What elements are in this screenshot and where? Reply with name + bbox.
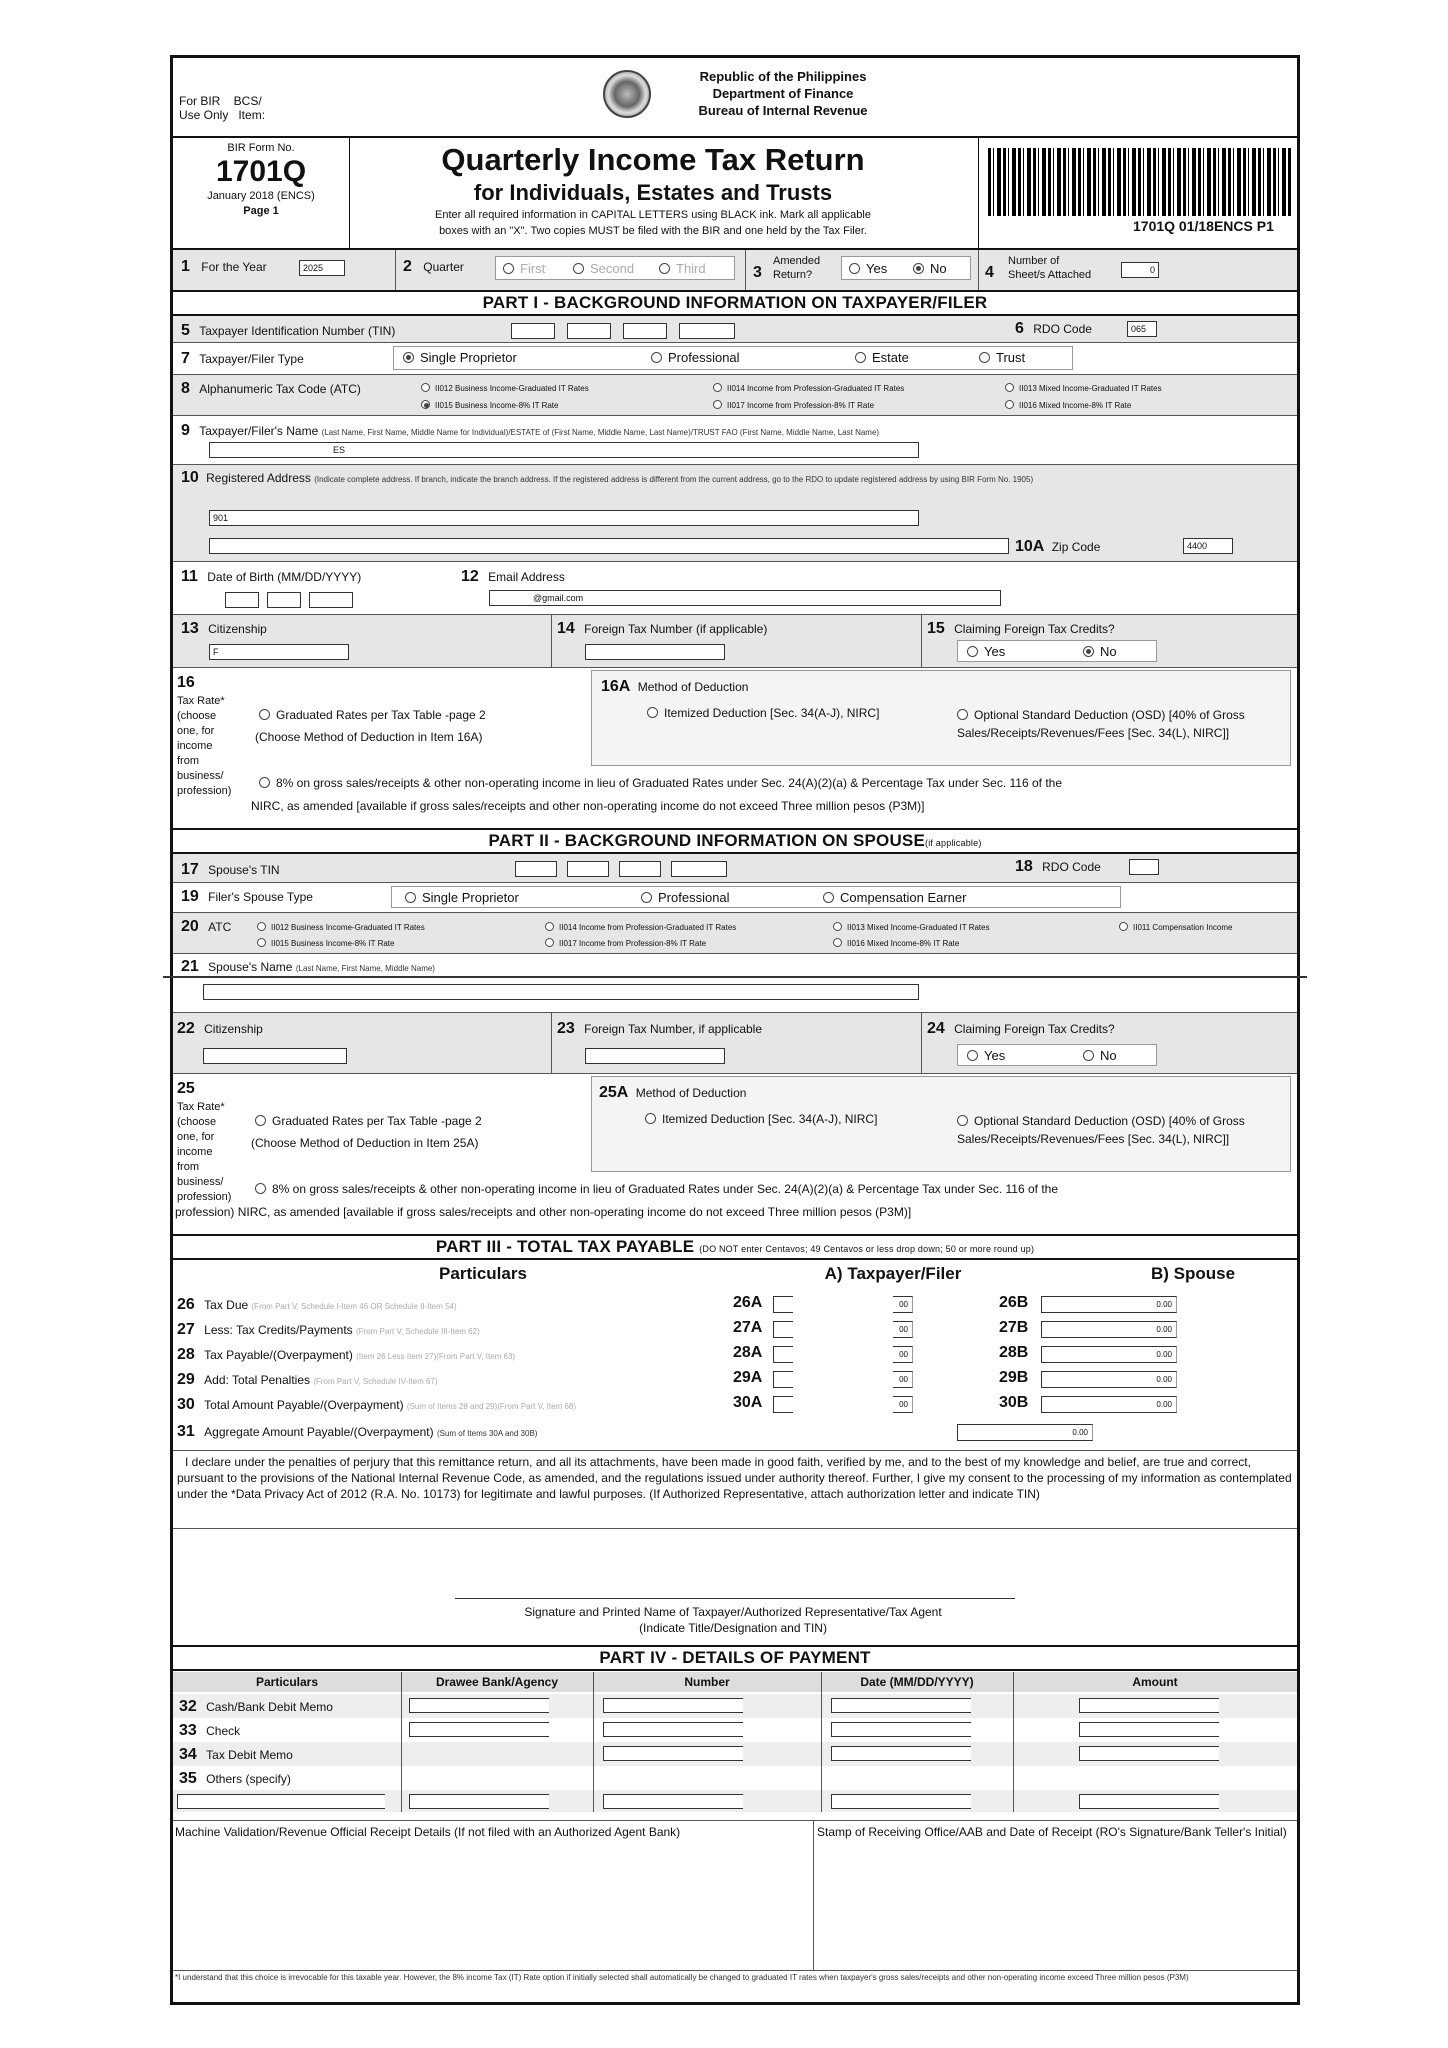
tax-row-note: (From Part V, Schedule I-Item 46 OR Schedule II-Item 54) bbox=[251, 1302, 457, 1311]
spouse-foreign-tin-label: Foreign Tax Number, if applicable bbox=[584, 1022, 763, 1036]
page-number: Page 1 bbox=[243, 205, 279, 217]
spouse-graduated-rates-label: Graduated Rates per Tax Table -page 2 bbox=[272, 1114, 482, 1128]
form-number: 1701Q bbox=[215, 155, 307, 188]
quarter-first[interactable] bbox=[503, 261, 545, 276]
spouse-eight-percent-option[interactable] bbox=[255, 1182, 1058, 1196]
filer-type-label: Taxpayer/Filer Type bbox=[199, 352, 304, 366]
atc-ii016[interactable] bbox=[1005, 400, 1131, 410]
part-2-note: (if applicable) bbox=[925, 838, 982, 848]
item-19: 19 Filer's Spouse Type bbox=[181, 888, 313, 905]
quarter-second[interactable] bbox=[573, 261, 634, 276]
signature-caption-1: Signature and Printed Name of Taxpayer/Authorized Representative/Tax Agent bbox=[524, 1605, 942, 1619]
tax-row-a-input[interactable]: 00 bbox=[773, 1396, 913, 1413]
item-23: 23 Foreign Tax Number, if applicable bbox=[557, 1020, 763, 1037]
foreign-credit-label: Claiming Foreign Tax Credits? bbox=[954, 622, 1115, 636]
graduated-rates-label: Graduated Rates per Tax Table -page 2 bbox=[276, 708, 486, 722]
payment-row-number: 33 bbox=[179, 1722, 197, 1739]
email-value: @gmail.com bbox=[533, 593, 584, 603]
graduated-note: (Choose Method of Deduction in Item 16A) bbox=[255, 730, 483, 744]
payment-col-header: Date (MM/DD/YYYY) bbox=[860, 1675, 974, 1689]
form-title: Quarterly Income Tax Return bbox=[441, 142, 865, 177]
payment-row-number: 35 bbox=[179, 1770, 197, 1787]
type-single-label: Single Proprietor bbox=[420, 350, 517, 365]
tax-row-b-code: 28B bbox=[999, 1344, 1029, 1361]
payment-amount-input[interactable] bbox=[1079, 1698, 1219, 1713]
spouse-column-header: B) Spouse bbox=[1150, 1264, 1236, 1283]
others-number-input[interactable] bbox=[603, 1794, 743, 1809]
zip-label: Zip Code bbox=[1051, 540, 1101, 554]
payment-date-input[interactable] bbox=[831, 1698, 971, 1713]
aggregate-note: (Sum of Items 30A and 30B) bbox=[436, 1429, 538, 1438]
foreign-credit-no-label: No bbox=[1100, 644, 1117, 659]
foreign-tin-label: Foreign Tax Number (if applicable) bbox=[584, 622, 768, 636]
spouse-atc-ii014[interactable] bbox=[545, 922, 736, 932]
quarter-second-label: Second bbox=[590, 261, 635, 276]
spouse-atc-ii015-label: II015 Business Income-8% IT Rate bbox=[271, 939, 395, 948]
item-1: 1 For the Year bbox=[181, 258, 267, 275]
amended-no-label: No bbox=[930, 261, 947, 276]
payment-row bbox=[179, 1722, 240, 1740]
type-professional-label: Professional bbox=[668, 350, 740, 365]
tax-row-a-input[interactable]: 00 bbox=[773, 1321, 913, 1338]
itemized-deduction-label: Itemized Deduction [Sec. 34(A-J), NIRC] bbox=[664, 706, 880, 720]
bir-seal-icon bbox=[603, 70, 651, 118]
year-input[interactable]: 2025 bbox=[299, 260, 345, 276]
payment-row-label: Cash/Bank Debit Memo bbox=[206, 1700, 333, 1714]
tax-row-a-code: 30A bbox=[733, 1394, 763, 1411]
tax-row-number: 29 bbox=[177, 1371, 195, 1388]
atc-ii015-label: II015 Business Income-8% IT Rate bbox=[435, 401, 559, 410]
spouse-atc-ii017-label: II017 Income from Profession-8% IT Rate bbox=[559, 939, 707, 948]
spouse-rdo-label: RDO Code bbox=[1042, 860, 1101, 874]
tax-row-a-input[interactable]: 00 bbox=[773, 1346, 913, 1363]
tax-rate-label: Tax Rate* (choose one, for income from business/ profession) bbox=[177, 695, 232, 797]
payment-row-number: 32 bbox=[179, 1698, 197, 1715]
eight-percent-label: 8% on gross sales/receipts & other non-operating income in lieu of Graduated Rates under Sec. 24(A)(2)(a) & Percentage Tax under Sec. 116 of the bbox=[276, 776, 1062, 790]
tax-row-label: Add: Total Penalties bbox=[204, 1373, 310, 1387]
tax-row-note: (From Part V, Schedule IV-Item 67) bbox=[313, 1377, 438, 1386]
part-4-header bbox=[173, 1645, 1297, 1671]
tax-row-note: (Sum of Items 28 and 29)(From Part V, Item 68) bbox=[406, 1402, 577, 1411]
instructions-line-1: Enter all required information in CAPITAL LETTERS using BLACK ink. Mark all applicable bbox=[435, 209, 871, 221]
spouse-name-input[interactable] bbox=[203, 984, 919, 1000]
amended-yes-label: Yes bbox=[866, 261, 888, 276]
payment-row-number: 34 bbox=[179, 1746, 197, 1763]
payment-number-input[interactable] bbox=[603, 1698, 743, 1713]
item-17: 17 Spouse's TIN bbox=[181, 861, 280, 878]
part-1-title: PART I - BACKGROUND INFORMATION ON TAXPAYER/FILER bbox=[482, 293, 988, 312]
name-value: ES bbox=[333, 445, 346, 455]
redacted-area bbox=[793, 1290, 893, 1420]
part-1-header bbox=[173, 290, 1297, 316]
spouse-tin-3[interactable] bbox=[619, 861, 661, 877]
atc-ii012-label: II012 Business Income-Graduated IT Rates bbox=[435, 384, 589, 393]
quarter-label: Quarter bbox=[423, 260, 464, 274]
barcode bbox=[988, 148, 1293, 216]
particulars-header: Particulars bbox=[439, 1264, 527, 1283]
tax-row-label-group bbox=[177, 1296, 457, 1314]
title-block bbox=[353, 142, 953, 237]
type-estate[interactable] bbox=[855, 350, 909, 365]
payment-date-input[interactable] bbox=[831, 1746, 971, 1761]
type-estate-label: Estate bbox=[872, 350, 909, 365]
spouse-name-note: (Last Name, First Name, Middle Name) bbox=[295, 964, 435, 973]
type-single[interactable] bbox=[403, 350, 517, 365]
item-16a: 16A Method of Deduction bbox=[601, 678, 749, 695]
type-trust[interactable] bbox=[979, 350, 1025, 365]
spouse-type-comp-label: Compensation Earner bbox=[840, 890, 967, 905]
tax-row-b-input[interactable]: 0.00 bbox=[1041, 1346, 1177, 1363]
spouse-atc-ii011-label: II011 Compensation Income bbox=[1133, 923, 1233, 932]
atc-ii015[interactable] bbox=[421, 400, 558, 410]
tin-input-3[interactable] bbox=[623, 323, 667, 339]
spouse-tin-1[interactable] bbox=[515, 861, 557, 877]
tax-row-a-input[interactable]: 00 bbox=[773, 1371, 913, 1388]
type-professional[interactable] bbox=[651, 350, 740, 365]
tax-row-label: Less: Tax Credits/Payments bbox=[204, 1323, 353, 1337]
address-label: Registered Address bbox=[206, 471, 311, 485]
quarter-third[interactable] bbox=[659, 261, 706, 276]
foreign-credit-no[interactable] bbox=[1083, 644, 1117, 659]
others-date-input[interactable] bbox=[831, 1794, 971, 1809]
spouse-osd-label: Optional Standard Deduction (OSD) [40% of Gross Sales/Receipts/Revenues/Fees [Sec. 34(L), NIRC]] bbox=[957, 1114, 1245, 1146]
tax-row-b-code: 27B bbox=[999, 1319, 1029, 1336]
spouse-itemized-label: Itemized Deduction [Sec. 34(A-J), NIRC] bbox=[662, 1112, 878, 1126]
payment-row bbox=[179, 1746, 293, 1764]
spouse-type-professional-label: Professional bbox=[658, 890, 730, 905]
spouse-atc-ii013[interactable] bbox=[833, 922, 990, 932]
spouse-citizenship-input[interactable] bbox=[203, 1048, 347, 1064]
item-12: 12 Email Address bbox=[461, 568, 565, 585]
instructions-line-2: boxes with an "X". Two copies MUST be filed with the BIR and one held by the Tax Filer. bbox=[439, 225, 867, 237]
atc-ii017-label: II017 Income from Profession-8% IT Rate bbox=[727, 401, 875, 410]
payment-col-header: Amount bbox=[1132, 1675, 1178, 1689]
spouse-itemized-deduction[interactable] bbox=[645, 1112, 877, 1126]
machine-validation-label: Machine Validation/Revenue Official Receipt Details (If not filed with an Authorized Agent Bank) bbox=[175, 1825, 681, 1839]
agency-line-2: Department of Finance bbox=[712, 86, 854, 101]
spouse-name-label: Spouse's Name bbox=[208, 960, 293, 974]
spouse-type-comp[interactable] bbox=[823, 890, 966, 905]
payment-amount-input[interactable] bbox=[1079, 1722, 1219, 1737]
spouse-atc-ii012[interactable] bbox=[257, 922, 425, 932]
atc-ii016-label: II016 Mixed Income-8% IT Rate bbox=[1019, 401, 1132, 410]
rdo-label: RDO Code bbox=[1033, 322, 1092, 336]
declaration-text: I declare under the penalties of perjury that this remittance return, and all its attachments, have been made in good faith, verified by me, and to the best of my knowledge and belief, are true and correct, pursuant to the provisions of the National Internal Revenue Code, as amended, and the regulations issued under authority thereof. Further, I give my consent to the processing of my information as contemplated under the *Data Privacy Act of 2012 (R.A. No. 10173) for legitimate and lawful purposes. (If Authorized Representative, attach authorization letter and indicate TIN) bbox=[177, 1455, 1292, 1501]
spouse-type-professional[interactable] bbox=[641, 890, 730, 905]
aggregate-label: Aggregate Amount Payable/(Overpayment) bbox=[204, 1425, 434, 1439]
dob-year[interactable] bbox=[309, 592, 353, 608]
form-date: January 2018 (ENCS) bbox=[207, 190, 315, 202]
payment-row-label: Tax Debit Memo bbox=[206, 1748, 293, 1762]
item-10: 10 Registered Address (Indicate complete address. If branch, indicate the branch address. If the registered address is different from the current address, go to the RDO to update registered address by using BIR Form No. 1905) bbox=[181, 469, 1034, 486]
spouse-tax-rate-label: Tax Rate* (choose one, for income from business/ profession) bbox=[177, 1101, 232, 1203]
tax-row-b-input[interactable]: 0.00 bbox=[1041, 1396, 1177, 1413]
dob-day[interactable] bbox=[267, 592, 301, 608]
tax-row-number: 26 bbox=[177, 1296, 195, 1313]
tax-row-b-input[interactable]: 0.00 bbox=[1041, 1296, 1177, 1313]
item-5: 5 Taxpayer Identification Number (TIN) bbox=[181, 322, 396, 339]
item-11: 11 Date of Birth (MM/DD/YYYY) bbox=[181, 568, 362, 585]
footnote: *I understand that this choice is irrevocable for this taxable year. However, the 8% income Tax (IT) Rate option if initially selected shall automatically be changed to graduated IT rates when taxpayer's gross sales/receipts and other non-operating income exceed Three million pesos (P3M) bbox=[175, 1973, 1189, 1982]
payment-col-header: Number bbox=[684, 1675, 730, 1689]
signature-line[interactable] bbox=[455, 1598, 1015, 1599]
tax-row-a-input[interactable]: 00 bbox=[773, 1296, 913, 1313]
name-label: Taxpayer/Filer's Name bbox=[199, 424, 319, 438]
spouse-atc-ii012-label: II012 Business Income-Graduated IT Rates bbox=[271, 923, 425, 932]
name-note: (Last Name, First Name, Middle Name for Individual)/ESTATE of (First Name, Middle Name, Last Name)/TRUST FAO (First Name, Middle Name, Last Name) bbox=[321, 428, 880, 437]
tax-row-number: 28 bbox=[177, 1346, 195, 1363]
citizenship-input[interactable]: F bbox=[209, 644, 349, 660]
spouse-atc-ii016[interactable] bbox=[833, 938, 959, 948]
payment-amount-input[interactable] bbox=[1079, 1746, 1219, 1761]
tin-label: Taxpayer Identification Number (TIN) bbox=[199, 324, 396, 338]
sheets-label: Number of Sheet/s Attached bbox=[1008, 255, 1092, 281]
rdo-input[interactable]: 065 bbox=[1127, 321, 1157, 337]
tax-row-a-code: 26A bbox=[733, 1294, 763, 1311]
item-25: 25 bbox=[177, 1080, 195, 1097]
amended-yes[interactable] bbox=[849, 261, 887, 276]
spouse-type-label: Filer's Spouse Type bbox=[208, 890, 313, 904]
spouse-atc-ii016-label: II016 Mixed Income-8% IT Rate bbox=[847, 939, 960, 948]
aggregate-input[interactable]: 0.00 bbox=[957, 1424, 1093, 1441]
item-25a: 25A Method of Deduction bbox=[599, 1084, 747, 1101]
osd-option[interactable] bbox=[957, 706, 1287, 742]
item-22: 22 Citizenship bbox=[177, 1020, 263, 1037]
tax-row-label: Tax Payable/(Overpayment) bbox=[204, 1348, 353, 1362]
spouse-foreign-credit-no[interactable] bbox=[1083, 1048, 1117, 1063]
part-2-header bbox=[173, 828, 1297, 854]
tax-row-label: Tax Due bbox=[204, 1298, 249, 1312]
spouse-eight-percent-label: 8% on gross sales/receipts & other non-operating income in lieu of Graduated Rates under Sec. 24(A)(2)(a) & Percentage Tax under Sec. 116 of the bbox=[272, 1182, 1058, 1196]
amended-no[interactable] bbox=[913, 261, 947, 276]
payment-row-label: Others (specify) bbox=[206, 1772, 291, 1786]
part-2-title: PART II - BACKGROUND INFORMATION ON SPOUSE bbox=[488, 831, 925, 850]
part-3-title: PART III - TOTAL TAX PAYABLE bbox=[435, 1237, 695, 1256]
tax-row-b-input[interactable]: 0.00 bbox=[1041, 1321, 1177, 1338]
foreign-credit-yes[interactable] bbox=[967, 644, 1005, 659]
payment-date-input[interactable] bbox=[831, 1722, 971, 1737]
spouse-type-single[interactable] bbox=[405, 890, 519, 905]
tax-row-number: 27 bbox=[177, 1321, 195, 1338]
tin-input-1[interactable] bbox=[511, 323, 555, 339]
form-subtitle: for Individuals, Estates and Trusts bbox=[473, 180, 833, 205]
tax-row-a-code: 27A bbox=[733, 1319, 763, 1336]
spouse-atc-ii017[interactable] bbox=[545, 938, 706, 948]
signature-caption-2: (Indicate Title/Designation and TIN) bbox=[639, 1621, 827, 1635]
tax-row-a-code: 28A bbox=[733, 1344, 763, 1361]
payment-row-label: Check bbox=[206, 1724, 241, 1738]
payment-col-header: Drawee Bank/Agency bbox=[435, 1675, 559, 1689]
item-7: 7 Taxpayer/Filer Type bbox=[181, 350, 304, 367]
spouse-method-label: Method of Deduction bbox=[635, 1086, 747, 1100]
receiving-stamp-label: Stamp of Receiving Office/AAB and Date of Receipt (RO's Signature/Bank Teller's Initial) bbox=[817, 1825, 1287, 1839]
item-9: 9 Taxpayer/Filer's Name (Last Name, First Name, Middle Name for Individual)/ESTATE of (First Name, Middle Name, Last Name)/TRUST FAO (First Name, Middle Name, Last Name) bbox=[181, 422, 880, 439]
tax-row-number: 30 bbox=[177, 1396, 195, 1413]
quarter-third-label: Third bbox=[676, 261, 706, 276]
payment-col-header: Particulars bbox=[255, 1675, 319, 1689]
tax-row-label-group bbox=[177, 1371, 438, 1389]
payment-row bbox=[179, 1770, 291, 1788]
dob-month[interactable] bbox=[225, 592, 259, 608]
spouse-atc-ii014-label: II014 Income from Profession-Graduated IT Rates bbox=[559, 923, 737, 932]
tax-row-label: Total Amount Payable/(Overpayment) bbox=[204, 1398, 404, 1412]
payment-number-input[interactable] bbox=[603, 1722, 743, 1737]
agency-line-1: Republic of the Philippines bbox=[699, 69, 867, 84]
dob-label: Date of Birth (MM/DD/YYYY) bbox=[207, 570, 362, 584]
spouse-atc-label: ATC bbox=[208, 920, 232, 934]
tax-row-label-group bbox=[177, 1396, 576, 1414]
item-31 bbox=[177, 1423, 537, 1441]
spouse-atc-ii011[interactable] bbox=[1119, 922, 1232, 932]
spouse-graduated-rates[interactable] bbox=[255, 1114, 482, 1128]
atc-ii013-label: II013 Mixed Income-Graduated IT Rates bbox=[1019, 384, 1162, 393]
tax-row-b-code: 30B bbox=[999, 1394, 1029, 1411]
barcode-code: 1701Q 01/18ENCS P1 bbox=[1133, 218, 1274, 234]
item-6: 6 RDO Code bbox=[1015, 320, 1092, 337]
bir-use-only: For BIR BCS/ Use Only Item: bbox=[179, 94, 266, 122]
agency-line-3: Bureau of Internal Revenue bbox=[698, 103, 868, 118]
spouse-graduated-note: (Choose Method of Deduction in Item 25A) bbox=[251, 1136, 479, 1150]
spouse-tin-label: Spouse's TIN bbox=[208, 863, 280, 877]
foreign-credit-yes-label: Yes bbox=[984, 644, 1006, 659]
amended-label: Amended Return? bbox=[773, 255, 821, 281]
sheets-input[interactable]: 0 bbox=[1121, 262, 1159, 278]
address-input-1[interactable]: 901 bbox=[209, 510, 919, 526]
item-31-number: 31 bbox=[177, 1423, 195, 1440]
atc-ii013[interactable] bbox=[1005, 383, 1162, 393]
spouse-tin-4[interactable] bbox=[671, 861, 727, 877]
itemized-deduction[interactable] bbox=[647, 706, 879, 720]
spouse-eight-percent-note-row: profession) NIRC, as amended [available if gross sales/receipts and other non-operating income do not exceed Three million pesos (P3M)] bbox=[175, 1205, 912, 1219]
email-label: Email Address bbox=[488, 570, 565, 584]
part-3-note: (DO NOT enter Centavos; 49 Centavos or less drop down; 50 or more round up) bbox=[699, 1244, 1035, 1254]
others-drawee-input[interactable] bbox=[409, 1794, 549, 1809]
tax-row-b-code: 29B bbox=[999, 1369, 1029, 1386]
item-3: 3 bbox=[753, 264, 762, 281]
quarter-first-label: First bbox=[520, 261, 546, 276]
item-24: 24 Claiming Foreign Tax Credits? bbox=[927, 1020, 1115, 1037]
item-20: 20 ATC bbox=[181, 918, 232, 935]
spouse-rdo-input[interactable] bbox=[1129, 859, 1159, 875]
atc-ii014[interactable] bbox=[713, 383, 904, 393]
citizenship-label: Citizenship bbox=[208, 622, 267, 636]
others-specify-input[interactable] bbox=[177, 1794, 385, 1809]
tin-input-4[interactable] bbox=[679, 323, 735, 339]
drawee-bank-input[interactable] bbox=[409, 1698, 549, 1713]
spouse-citizenship-label: Citizenship bbox=[204, 1022, 263, 1036]
type-trust-label: Trust bbox=[996, 350, 1026, 365]
tax-row-note: (From Part V, Schedule III-Item 62) bbox=[356, 1327, 480, 1336]
tax-row-label-group bbox=[177, 1321, 480, 1339]
tax-row-b-code: 26B bbox=[999, 1294, 1029, 1311]
part-3-header bbox=[173, 1234, 1297, 1260]
item-15: 15 Claiming Foreign Tax Credits? bbox=[927, 620, 1115, 637]
signature-caption bbox=[413, 1604, 1053, 1636]
others-amount-input[interactable] bbox=[1079, 1794, 1219, 1809]
tax-row-label-group bbox=[177, 1346, 515, 1364]
part-4-title: PART IV - DETAILS OF PAYMENT bbox=[599, 1648, 871, 1667]
foreign-tin-input[interactable] bbox=[585, 644, 725, 660]
email-input[interactable] bbox=[489, 590, 1001, 606]
graduated-rates[interactable] bbox=[259, 708, 486, 722]
spouse-foreign-tin-input[interactable] bbox=[585, 1048, 725, 1064]
address-input-2[interactable] bbox=[209, 538, 1009, 554]
atc-ii014-label: II014 Income from Profession-Graduated IT Rates bbox=[727, 384, 905, 393]
payment-number-input[interactable] bbox=[603, 1746, 743, 1761]
agency-block bbox=[663, 68, 903, 119]
form-id-block bbox=[173, 140, 349, 217]
tax-row-b-input[interactable]: 0.00 bbox=[1041, 1371, 1177, 1388]
spouse-atc-ii015[interactable] bbox=[257, 938, 394, 948]
item-18: 18 RDO Code bbox=[1015, 858, 1101, 875]
payment-row bbox=[179, 1698, 333, 1716]
year-label: For the Year bbox=[201, 260, 267, 274]
item-14: 14 Foreign Tax Number (if applicable) bbox=[557, 620, 768, 637]
item-8: 8 Alphanumeric Tax Code (ATC) bbox=[181, 380, 361, 397]
item-10a: 10A Zip Code bbox=[1015, 538, 1101, 555]
spouse-foreign-credit-yes-label: Yes bbox=[984, 1048, 1006, 1063]
tin-input-2[interactable] bbox=[567, 323, 611, 339]
eight-percent-option[interactable] bbox=[259, 776, 1062, 790]
spouse-atc-ii013-label: II013 Mixed Income-Graduated IT Rates bbox=[847, 923, 990, 932]
method-label: Method of Deduction bbox=[637, 680, 749, 694]
eight-percent-note: NIRC, as amended [available if gross sales/receipts and other non-operating income do not exceed Three million pesos (P3M)] bbox=[251, 799, 925, 813]
spouse-eight-percent-note: NIRC, as amended [available if gross sales/receipts and other non-operating income do not exceed Three million pesos (P3M)] bbox=[237, 1205, 912, 1219]
item-13: 13 Citizenship bbox=[181, 620, 267, 637]
spouse-tin-2[interactable] bbox=[567, 861, 609, 877]
form-label: BIR Form No. bbox=[227, 142, 295, 154]
item-21: 21 Spouse's Name (Last Name, First Name, Middle Name) bbox=[181, 958, 435, 975]
item-16: 16 bbox=[177, 674, 195, 691]
drawee-bank-input[interactable] bbox=[409, 1722, 549, 1737]
item-4: 4 bbox=[985, 264, 994, 281]
spouse-foreign-credit-yes[interactable] bbox=[967, 1048, 1005, 1063]
zip-input[interactable]: 4400 bbox=[1183, 538, 1233, 554]
tax-row-note: (Item 26 Less Item 27)(From Part V, Item 63) bbox=[356, 1352, 516, 1361]
tax-row-a-code: 29A bbox=[733, 1369, 763, 1386]
atc-label: Alphanumeric Tax Code (ATC) bbox=[199, 382, 361, 396]
atc-ii012[interactable] bbox=[421, 383, 589, 393]
name-input[interactable] bbox=[209, 442, 919, 458]
tax-return-form bbox=[170, 55, 1300, 2005]
osd-label: Optional Standard Deduction (OSD) [40% of Gross Sales/Receipts/Revenues/Fees [Sec. 34(L), NIRC]] bbox=[957, 708, 1245, 740]
taxpayer-column-header: A) Taxpayer/Filer bbox=[824, 1264, 962, 1283]
item-2: 2 Quarter bbox=[403, 258, 464, 275]
spouse-type-single-label: Single Proprietor bbox=[422, 890, 519, 905]
spouse-foreign-credit-label: Claiming Foreign Tax Credits? bbox=[954, 1022, 1115, 1036]
spouse-osd-option[interactable] bbox=[957, 1112, 1287, 1148]
address-note: (Indicate complete address. If branch, indicate the branch address. If the registered address is different from the current address, go to the RDO to update registered address by using BIR Form No. 1905) bbox=[314, 475, 1034, 484]
atc-ii017[interactable] bbox=[713, 400, 874, 410]
spouse-foreign-credit-no-label: No bbox=[1100, 1048, 1117, 1063]
